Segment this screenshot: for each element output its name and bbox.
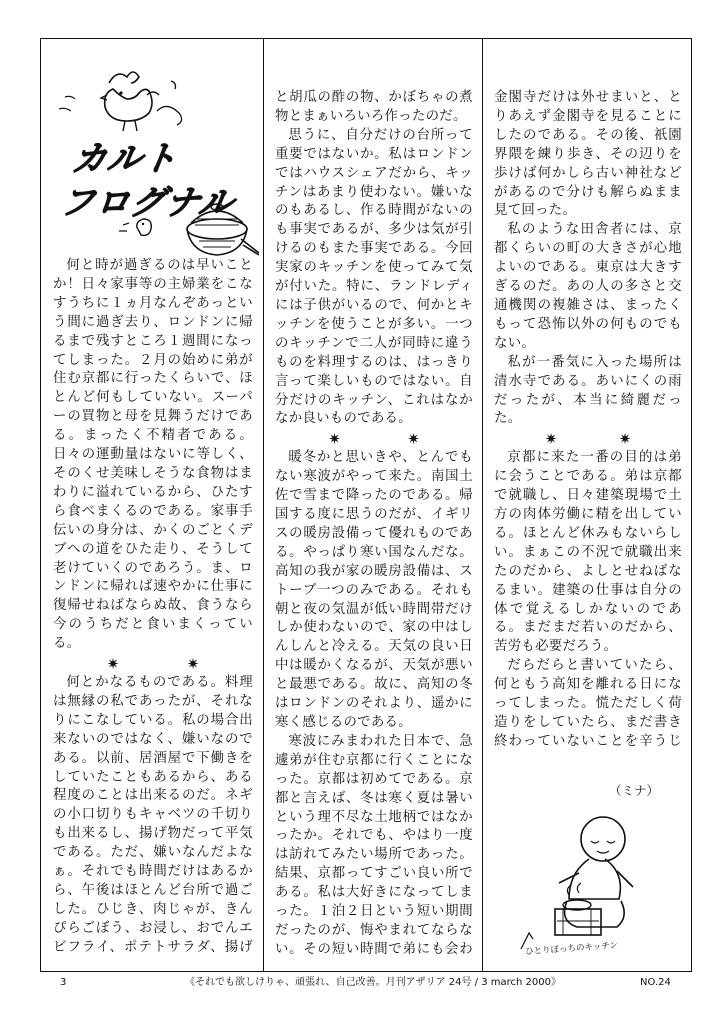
author-signature: （ミナ） (609, 783, 660, 798)
paragraph: 京都に来た一番の目的は弟に会うことである。弟は京都で就職し、日々建築現場で土方の肉体労働に精を出している。ほとんど休みもないらしい。まぁこの不況で就職出来たのだから、よしとせねばなるまい。建築の仕事は自分の体で覚えるしかないのである。まだまだ若いのだから、苦労も必要だろう。 (494, 450, 682, 655)
section-separator (494, 429, 682, 449)
paragraph: 何と時が過ぎるのは早いことか！日々家事等の主婦業をこなすうちに１ヵ月なんぞあっという間に過ぎ去り、ロンドンに帰るまで残すところ１週間になってしまった。２月の始めに弟が住む京都に行ったくらいで、ほとんど何もしていない。スーパーの買物と母を見舞うだけである。まったく不精者である。日々の運動量はないに等しく、そのくせ美味しそうな食物はまわりに溢れているから、ひたすら食べまくるのである。家事手伝いの身分は、かくのごとくデブへの道をひた走り、そうして老けていくのであろう。ま、ロンドンに帰れば速やかに仕事に復帰せねばならぬ故、食うなら今のうちだと食いまくっている。 (53, 258, 253, 652)
page-frame (40, 38, 692, 972)
footer-title: 《それでも欲しけりゃ、頑張れ、自己改善。月刊アザリア 24号 / 3 march 2000》 (185, 977, 561, 988)
asterisk-icon: ✷ (328, 430, 341, 449)
asterisk-icon: ✷ (407, 430, 420, 449)
paragraph: 思うに、自分だけの台所って重要ではないか。私はロンドンではハウスシェアだから、キッチンはあまり使わない。嫌いなのもあるし、作る時間がないのも事実であるが、多少は気が引けるのもまた事実である。今回実家のキッチンを使ってみて気が付いた。特に、ランドレディには子供がいるので、何かとキッチンを使うことが多い。一つのキッチンで二人が同時に違うものを料理するのは、はっきり言って楽しいものではない。自分だけのキッチン、これはなかなか良いものである。 (275, 127, 473, 427)
title-line-1: カルト (69, 139, 181, 179)
paragraph: と胡瓜の酢の物、かぼちゃの煮物とまぁいろいろ作ったのだ。 (275, 90, 473, 124)
paragraph: 暖冬かと思いきや、とんでもない寒波がやって来た。南国土佐で雪まで降ったのである。帰国する度に思うのだが、イギリスの暖房設備って優れものである。やっぱり寒い国なんだな。高知の我が家の暖房設備は、ストーブ一つのみである。それも朝と夜の気温が低い時間帯だけしか使わないので、家の中はしんしんと冷える。天気の良い日中は暖かくなるが、天気が悪いと最悪である。故に、高知の冬はロンドンのそれより、遥かに寒く感じるのである。 (275, 450, 473, 730)
column-2 (275, 89, 473, 959)
paragraph: 私のような田舎者には、京都くらいの町の大きさが心地よいのである。東京は大きすぎるのだ。あの人の多さと交通機関の複雑さは、まったくもって恐怖以外の何ものでもない。 (494, 222, 682, 351)
paragraph: 私が一番気に入った場所は清水寺である。あいにくの雨だったが、本当に綺麗だった。 (494, 354, 682, 427)
column-1 (53, 257, 253, 957)
asterisk-icon: ✷ (618, 430, 632, 449)
asterisk-icon: ✷ (106, 655, 120, 674)
column-divider-2 (482, 39, 483, 971)
asterisk-icon: ✷ (186, 655, 200, 674)
paragraph: 寒波にみまわれた日本で、急遽弟が住む京都に行くことになった。京都は初めてである。京都と言えば、冬は寒く夏は暑いという理不尽な土地柄ではなかったか。それでも、やはり一度は訪れてみたい場所であった。結果、京都ってすごい良い所である。私は大好きになってしまった。１泊２日という短い期間だったのが、悔やまれてならない。その短い時間で弟にも会わ (275, 733, 473, 957)
cooking-person-icon (507, 809, 667, 959)
illustration-caption: ひとりぼっちのキッチン (524, 940, 619, 958)
column-3 (494, 89, 682, 749)
title-line-2: フログナル (57, 183, 237, 223)
paragraph: だらだらと書いていたら、何ともう高知を離れる日になってしまった。慌ただしく荷造りをしていたら、まだ書き終わっていないことを辛うじ (494, 658, 682, 749)
issue-number: NO.24 (640, 977, 671, 988)
paragraph: 金閣寺だけは外せまいと、とりあえず金閣寺を見ることにしたのである。その後、祇園界隈を練り歩き、その辺りを歩けば何かしら古い神社などがあるので分けも解らぬまま見て回った。 (494, 90, 682, 219)
column-divider-1 (263, 39, 264, 971)
section-separator (53, 654, 253, 674)
paragraph: 何とかなるものである。料理は無縁の私であったが、それなりにこなしている。私の場合出来ないのではなく、嫌いなのである。以前、居酒屋で下働きをしていたこともあるから、ある程度のことは出来るのだ。ネギの小口切りもキャベツの千切りも出来るし、揚げ物だって平気である。ただ、嫌いなんだよなぁ。それでも時間だけはあるから、午後はほとんど台所で過ごした。ひじき、肉じゃが、きんぴらごぼう、お浸し、おでんエビフライ、ポテトサラダ、揚げ (53, 675, 253, 955)
section-separator (275, 429, 473, 449)
asterisk-icon: ✷ (544, 430, 558, 449)
page-number: 3 (60, 977, 67, 988)
